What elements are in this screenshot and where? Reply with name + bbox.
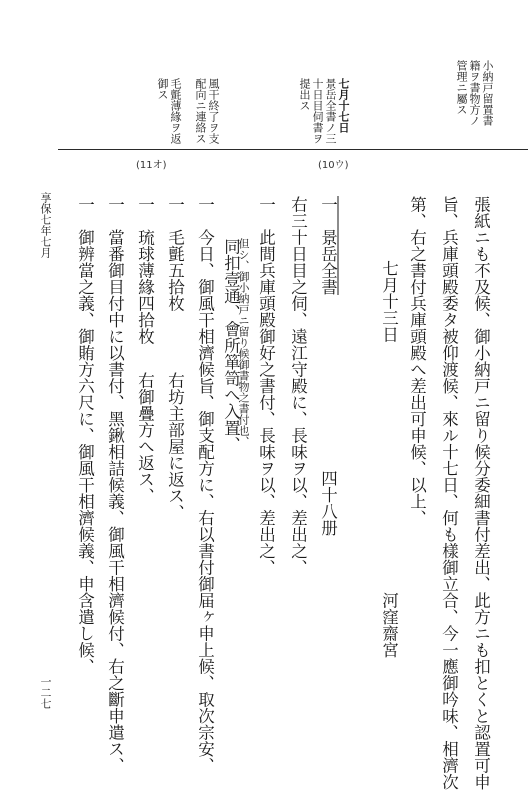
folio-left: (11オ) bbox=[136, 160, 167, 171]
text-column: 一 此間兵庫頭殿御好之書付、長味ヲ以、差出之、 bbox=[256, 196, 276, 576]
page-number: 一二七 bbox=[39, 676, 52, 709]
header-divider bbox=[58, 149, 528, 150]
header-note: 毛氈薄緣ヲ返 bbox=[169, 78, 182, 144]
text-column: 一 毛氈五拾枚 bbox=[165, 196, 185, 312]
header-note: 提出ス bbox=[298, 78, 311, 111]
entry-title: 一 景岳全書 bbox=[318, 196, 338, 295]
text-column: 一 當番御目付中に以書付、黑鍬相詰候義、御風干相濟候付、右之斷申遣ス、 bbox=[105, 196, 125, 774]
text-column: 第、右之書付兵庫頭殿へ差出可申候、以上、 bbox=[407, 196, 427, 526]
annotation-line: 但シ、御小納戸ニ留り候御書物之書付也、 bbox=[237, 238, 250, 447]
text-column: 右御疊方へ返ス、 bbox=[135, 372, 155, 504]
text-column: 右三十日目之伺、遠江守殿に、長味ヲ以、差出之、 bbox=[288, 196, 308, 576]
text-column: 張紙ニも不及候、御小納戸ニ留り候分委細書付差出、此方ニも扣とくと認置可申 bbox=[471, 196, 491, 790]
text-column: 同扣壹通、會所箪笥へ入置、 bbox=[221, 238, 241, 453]
header-note: 風干終了ヲ支 bbox=[207, 78, 220, 144]
header-note: 管理ニ屬ス bbox=[455, 60, 468, 115]
volume-count: 四十八册 bbox=[318, 470, 338, 536]
header-note: 配向ニ連絡ス bbox=[194, 78, 207, 144]
header-note: 十日目伺書ヲ bbox=[311, 78, 324, 144]
text-column: 一 御辨當之義、御賄方六尺に、御風干相濟候義、申含遣し候、 bbox=[75, 196, 95, 675]
header-note: 籍ヲ書物方ノ bbox=[468, 60, 481, 126]
text-column: 右坊主部屋に返ス、 bbox=[165, 372, 185, 521]
text-column: 一 琉球薄緣四拾枚 bbox=[135, 196, 155, 345]
running-head: 享保七年七月 bbox=[39, 192, 52, 258]
header-note: 小納戸留置書 bbox=[481, 60, 494, 126]
folio-right: (10ウ) bbox=[318, 160, 349, 171]
header-note: 景岳全書ノ三 bbox=[324, 78, 337, 144]
header-note: 御ス bbox=[156, 78, 169, 100]
text-column: 一 今日、御風干相濟候旨、御支配方に、右以書付御届ヶ申上候、取次宗安、 bbox=[195, 196, 215, 774]
date-line: 七月十三日 bbox=[379, 260, 399, 343]
header-note-date: 七月十七日 bbox=[337, 78, 350, 133]
signature: 河窪齋宮 bbox=[379, 592, 399, 658]
text-column: 旨、兵庫頭殿委タ被仰渡候、來ル十七日、何も樣御立合、今一應御吟味、相濟次 bbox=[439, 196, 459, 790]
